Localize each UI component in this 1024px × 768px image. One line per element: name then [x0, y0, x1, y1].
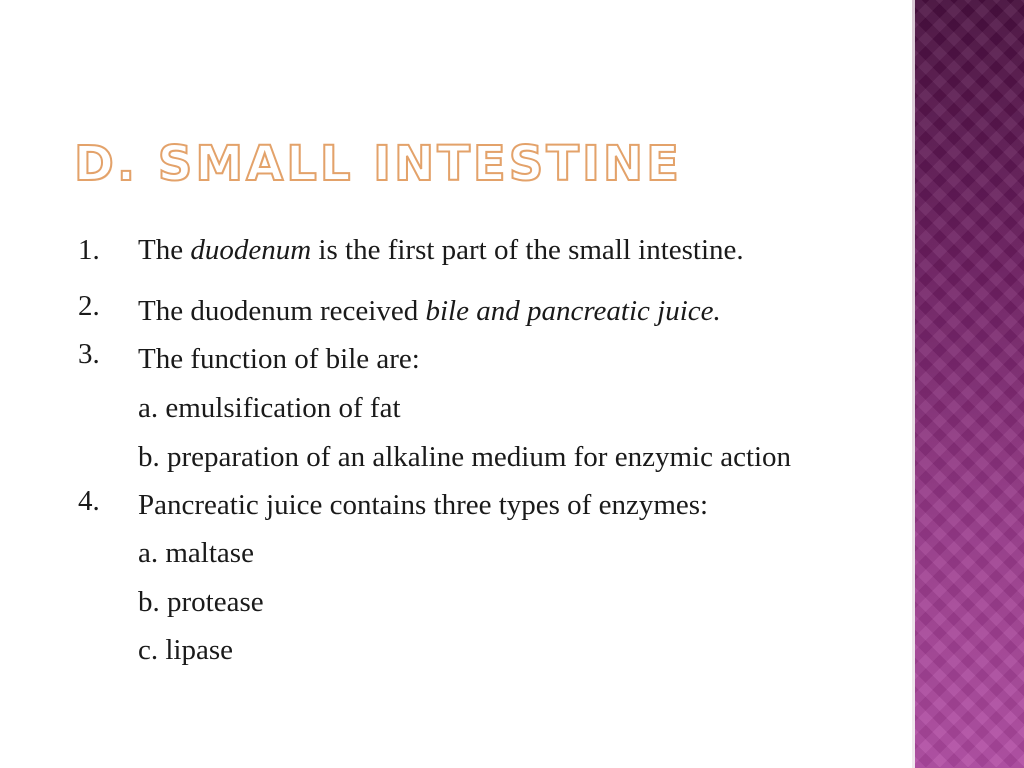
item-number: 2.	[78, 290, 100, 322]
list-item: Pancreatic juice contains three types of enzymes:	[138, 489, 709, 521]
list-item: The duodenum received bile and pancreatic juice.	[138, 295, 721, 327]
sub-item: a. emulsification of fat	[138, 392, 401, 424]
list-item: The function of bile are:	[138, 343, 420, 375]
sub-item: c. lipase	[138, 634, 234, 666]
item-number: 3.	[78, 338, 100, 370]
sub-item: b. protease	[138, 586, 264, 618]
sub-item: b. preparation of an alkaline medium for enzymic action	[138, 441, 792, 473]
decorative-side-band	[912, 0, 1024, 768]
sub-item: a. maltase	[138, 537, 254, 569]
slide-title: D. SMALL INTESTINE	[74, 136, 682, 192]
list-item: The duodenum is the first part of the small intestine.	[138, 234, 744, 266]
item-number: 1.	[78, 234, 100, 266]
item-number: 4.	[78, 485, 100, 517]
side-band-edge	[912, 0, 915, 768]
